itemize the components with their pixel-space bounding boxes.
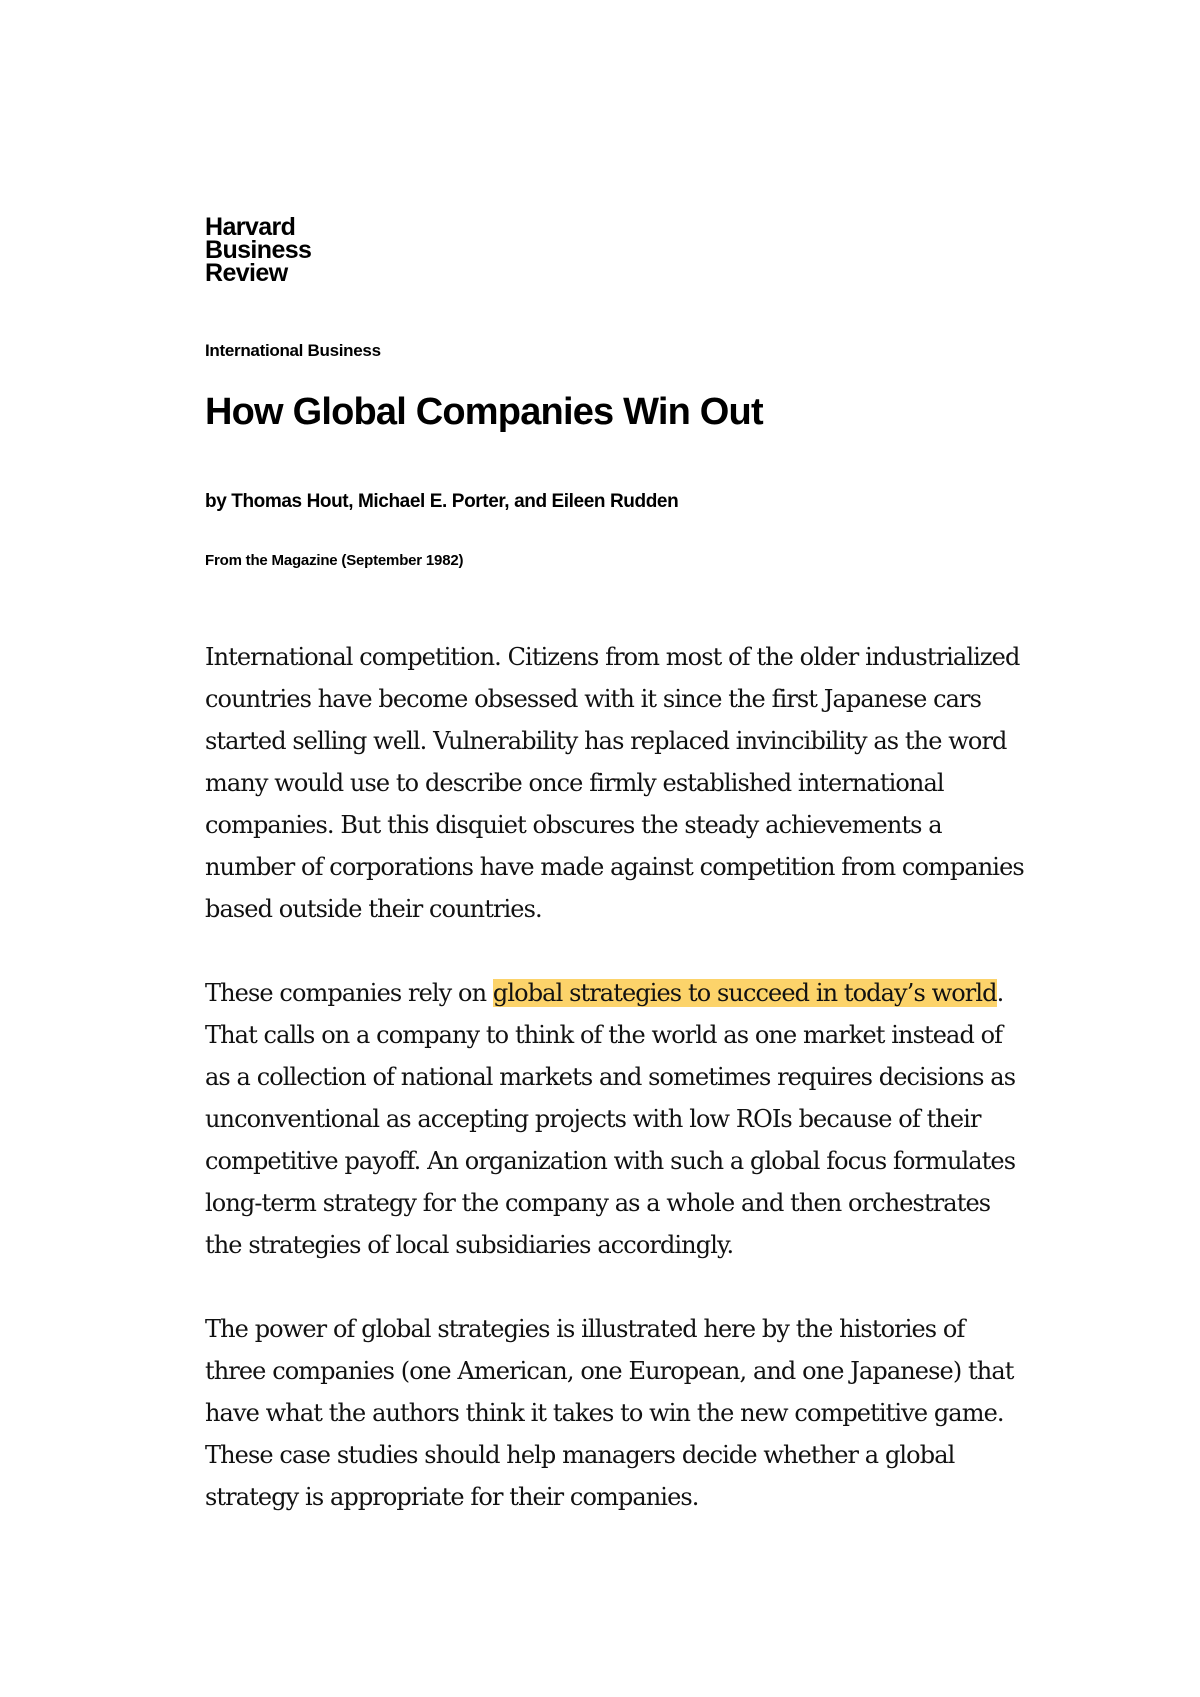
paragraph-2-end: . That calls on a company to think of the world as one market instead of as a collection of national markets and sometimes requires decisions as unconventional as accepting projects with low ROIs because of their competitive payoff. An organization with such a global focus formulates long-term strategy for the company as a whole and then orchestrates the strategies of local subsidiaries accordingly. <box>205 979 1016 1259</box>
paragraph-1: International competition. Citizens from most of the older industrialized countries have become obsessed with it since the first Japanese cars started selling well. Vulnerability has replaced invincibility as the word many would use to describe once firmly established international companies. But this disquiet obscures the steady achievements a number of corporations have made against competition from companies based outside their countries. <box>205 643 1024 923</box>
logo-line-3: Review <box>205 259 288 287</box>
article-byline: by Thomas Hout, Michael E. Porter, and Eileen Rudden <box>205 491 679 512</box>
section-label: International Business <box>205 341 381 360</box>
paragraph-3: The power of global strategies is illustrated here by the histories of three companies (one American, one European, and one Japanese) that have what the authors think it takes to win the new competitive game. These case studies should help managers decide whether a global strategy is appropriate for their companies. <box>205 1315 1014 1511</box>
highlighted-text[interactable]: global strategies to succeed in today’s world <box>492 979 997 1007</box>
article-title: How Global Companies Win Out <box>205 391 763 433</box>
paragraph-2-start: These companies rely on <box>205 979 493 1007</box>
article-body <box>205 636 1025 1560</box>
hbr-logo <box>205 213 312 287</box>
logo-line-1: Harvard <box>205 213 296 241</box>
logo-line-2: Business <box>205 236 312 264</box>
article-source: From the Magazine (September 1982) <box>205 552 464 569</box>
paragraph-2 <box>205 972 1025 1266</box>
